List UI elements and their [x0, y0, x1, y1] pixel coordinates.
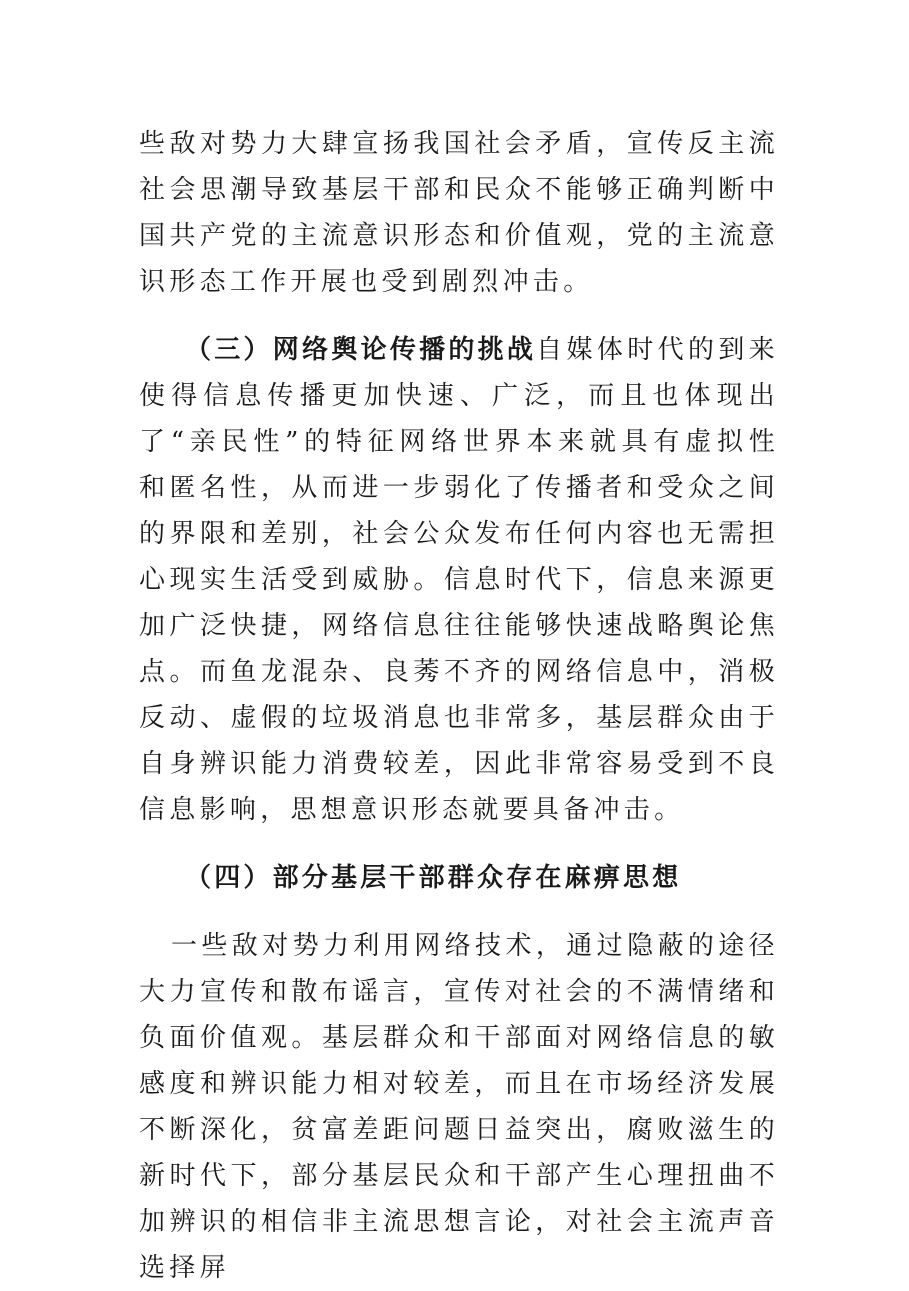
paragraph-gap: [139, 305, 779, 327]
section-four-heading: （四）部分基层干部群众存在麻痹思想: [185, 863, 682, 893]
paragraph-continuation: 些敌对势力大肆宣扬我国社会矛盾，宣传反主流社会思潮导致基层干部和民众不能够正确判断中国共产党的主流意识形态和价值观，党的主流意识形态工作开展也受到剧烈冲击。: [139, 129, 779, 297]
section-three-text: 自媒体时代的到来使得信息传播更加快速、广泛，而且也体现出了“亲民性”的特征网络世界本来就具有虚拟性和匿名性，从而进一步弱化了传播者和受众之间的界限和差别，社会公众发布任何内容也无需担心现实生活受到威胁。信息时代下，信息来源更加广泛快捷，网络信息往往能够快速战略舆论焦点。而鱼龙混杂、良莠不齐的网络信息中，消极反动、虚假的垃圾消息也非常多，基层群众由于自身辨识能力消费较差，因此非常容易受到不良信息影响，思想意识形态就要具备冲击。: [139, 335, 779, 825]
paragraph-gap: [139, 833, 779, 855]
section-three-paragraph: [139, 327, 779, 833]
document-body: [139, 121, 779, 1291]
section-four-heading-line: [139, 855, 779, 901]
paragraph-gap: [139, 901, 779, 923]
section-three-heading: （三）网络舆论传播的挑战: [185, 335, 537, 365]
section-four-paragraph: 一些敌对势力利用网络技术，通过隐蔽的途径大力宣传和散布谣言，宣传对社会的不满情绪和负面价值观。基层群众和干部面对网络信息的敏感度和辨识能力相对较差，而且在市场经济发展不断深化，贫富差距问题日益突出，腐败滋生的新时代下，部分基层民众和干部产生心理扭曲不加辨识的相信非主流思想言论，对社会主流声音选择屏: [139, 931, 779, 1283]
